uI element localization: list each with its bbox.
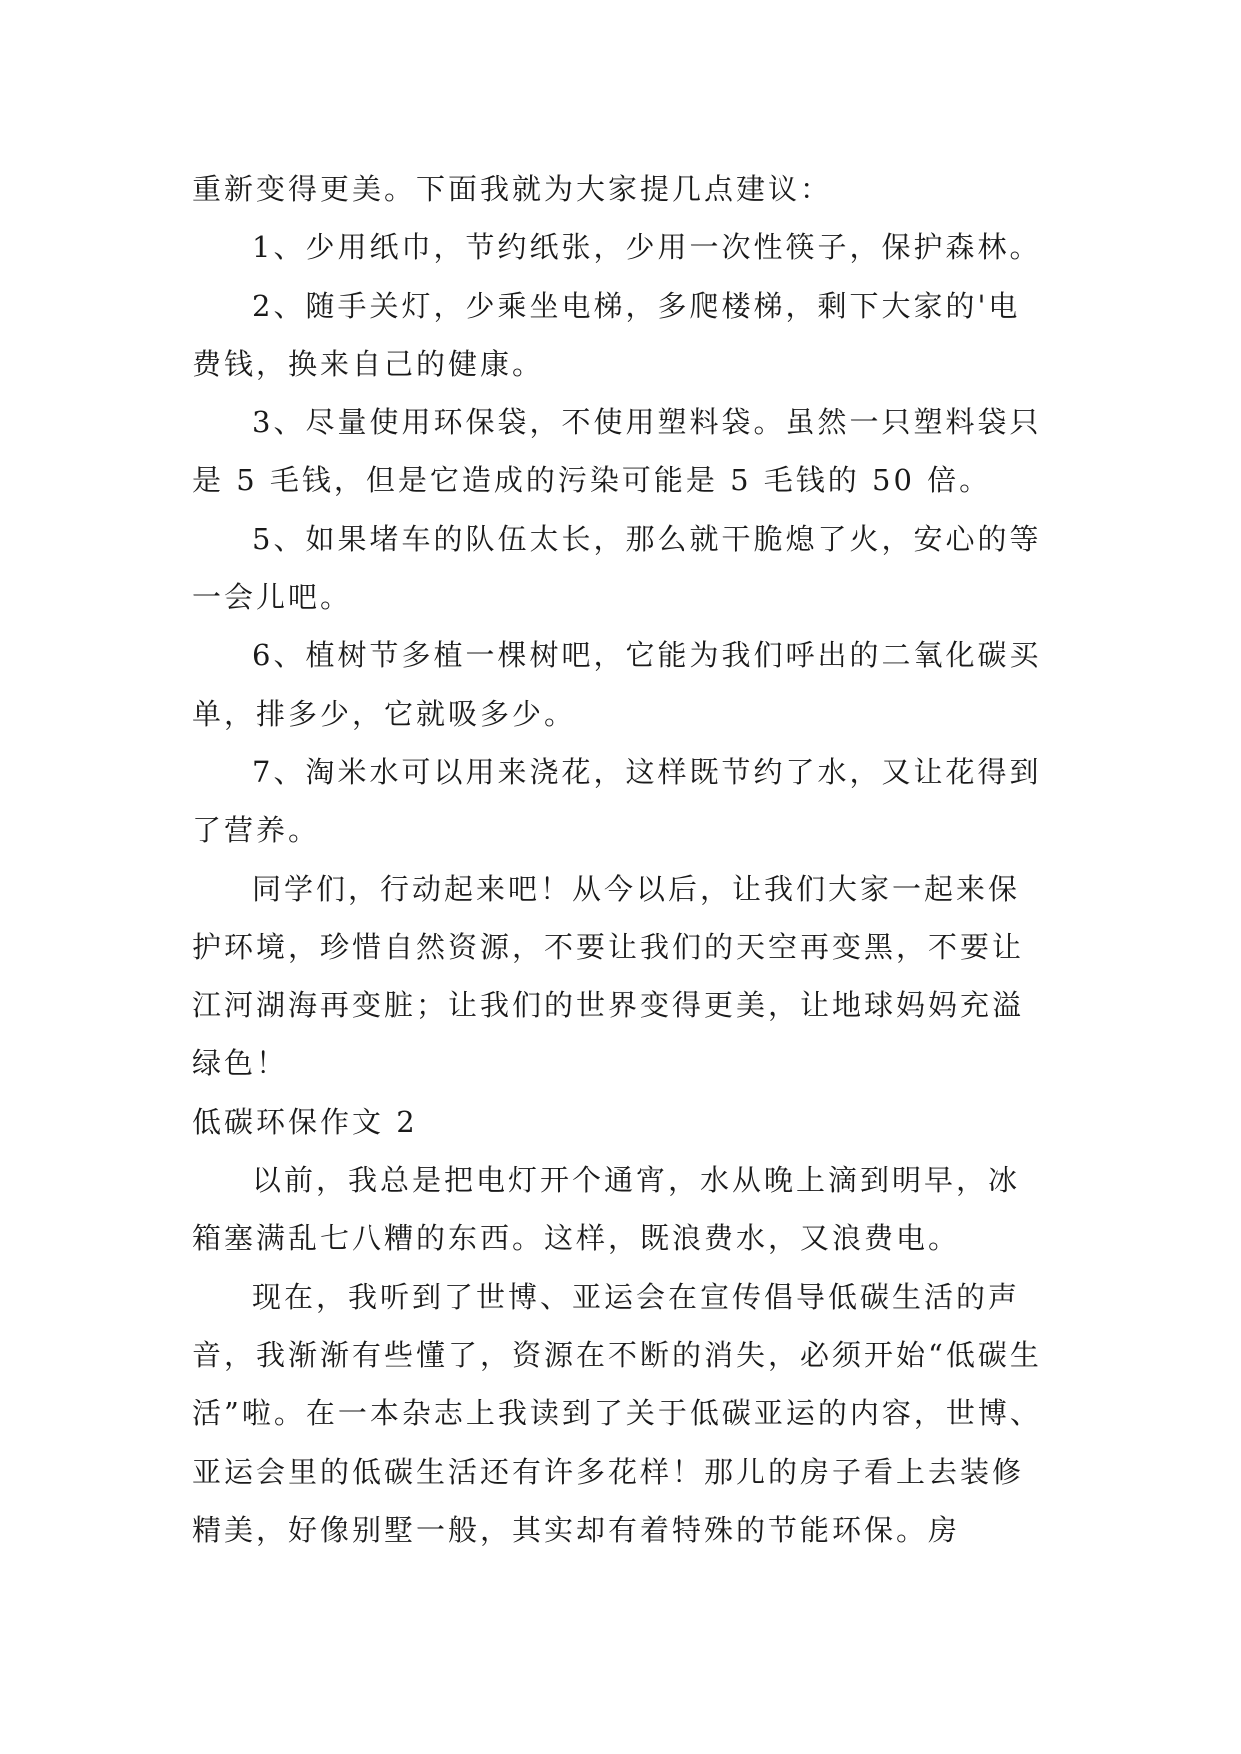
paragraph-intro-continuation: 重新变得更美。下面我就为大家提几点建议： bbox=[192, 172, 833, 206]
document-body bbox=[192, 160, 1042, 1559]
paragraph-suggestion-1: 1、少用纸巾，节约纸张，少用一次性筷子，保护森林。 bbox=[252, 230, 1042, 265]
paragraph-call-to-action: 同学们，行动起来吧！从今以后，让我们大家一起来保护环境，珍惜自然资源，不要让我们的天空再变黑，不要让江河湖海再变脏；让我们的世界变得更美，让地球妈妈充溢绿色！ bbox=[192, 871, 1025, 1081]
paragraph-present-understanding: 现在，我听到了世博、亚运会在宣传倡导低碳生活的声音，我渐渐有些懂了，资源在不断的消失，必须开始“低碳生活”啦。在一本杂志上我读到了关于低碳亚运的内容，世博、亚运会里的低碳生活还有许多花样！那儿的房子看上去装修精美，好像别墅一般，其实却有着特殊的节能环保。房 bbox=[192, 1279, 1042, 1547]
paragraph-suggestion-2: 2、随手关灯，少乘坐电梯，多爬楼梯，剩下大家的'电费钱，换来自己的健康。 bbox=[192, 288, 1021, 381]
paragraph-suggestion-6: 6、植树节多植一棵树吧，它能为我们呼出的二氧化碳买单，排多少，它就吸多少。 bbox=[192, 638, 1042, 731]
paragraph-suggestion-5: 5、如果堵车的队伍太长，那么就干脆熄了火，安心的等一会儿吧。 bbox=[192, 521, 1042, 615]
paragraph-suggestion-7: 7、淘米水可以用来浇花，这样既节约了水，又让花得到了营养。 bbox=[192, 754, 1042, 848]
paragraph-suggestion-3: 3、尽量使用环保袋，不使用塑料袋。虽然一只塑料袋只是 5 毛钱，但是它造成的污染可能是 5 毛钱的 50 倍。 bbox=[192, 405, 1042, 498]
paragraph-past-habits: 以前，我总是把电灯开个通宵，水从晚上滴到明早，冰箱塞满乱七八糟的东西。这样，既浪费水，又浪费电。 bbox=[192, 1163, 1021, 1256]
essay-heading: 低碳环保作文 2 bbox=[192, 1104, 418, 1139]
